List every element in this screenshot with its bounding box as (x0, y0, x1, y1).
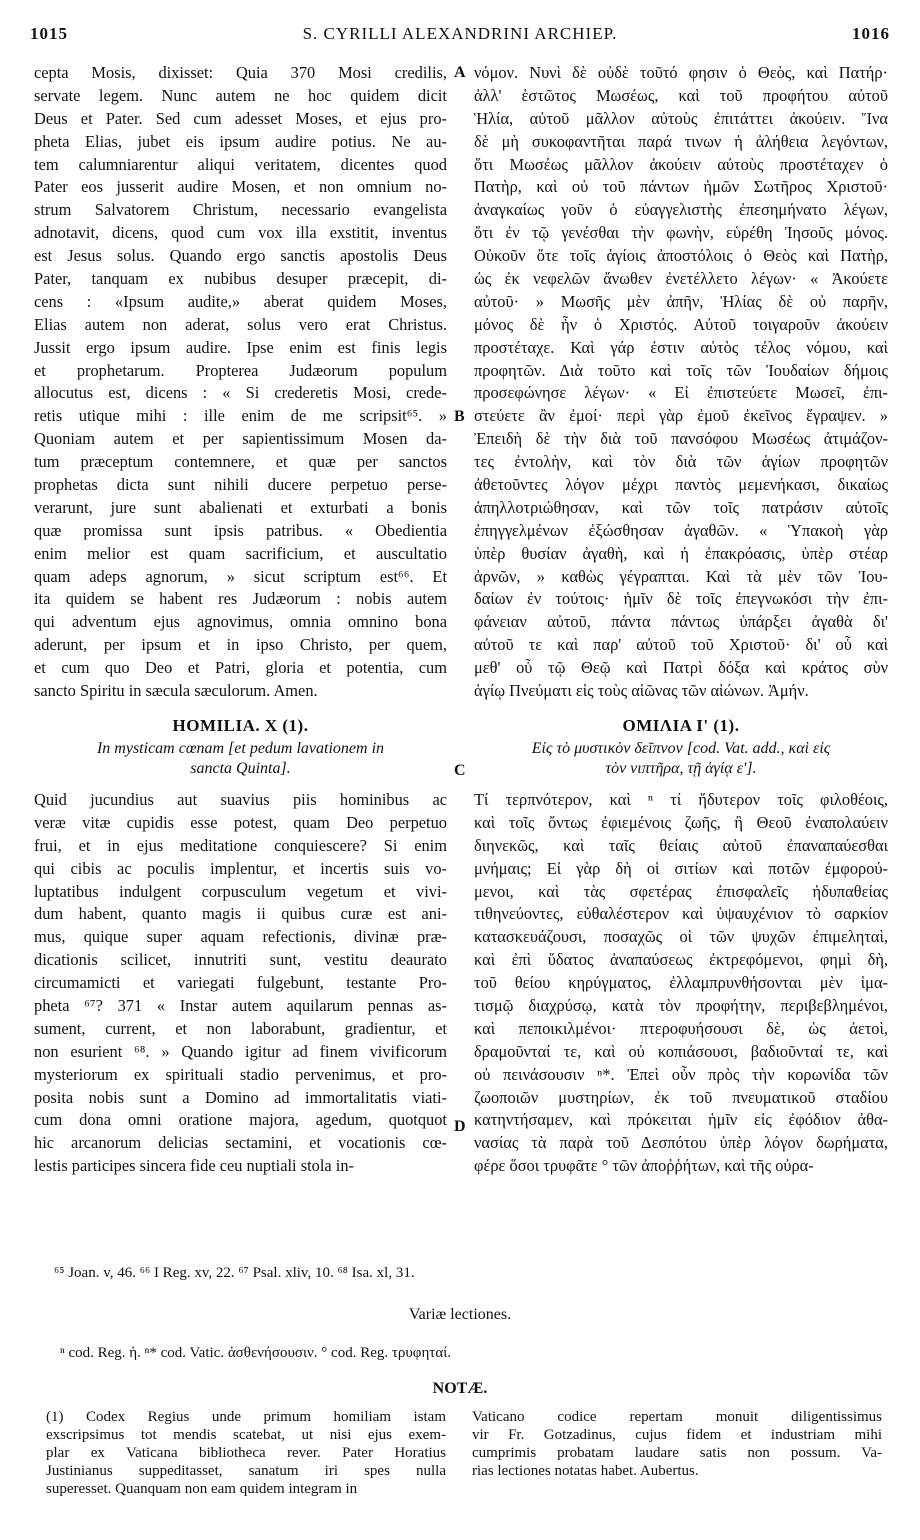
latin-text-line: dicationis scilicet, innutriti sunt, vestitu deaurato (34, 950, 447, 970)
latin-text-line: frui, et in ejus meditatione conquiescere? Si enim (34, 835, 447, 855)
greek-text-line: φέρε ὅσοι τρυφᾶτε ° τῶν ἀποῤῥήτων, καὶ τῆς οὐρα- (474, 1156, 814, 1176)
greek-text-block-2 (474, 789, 888, 1178)
greek-text-line: κατηντήσαμεν, καὶ πρόκειται ἡμῖν εἰς ἐφόδιον ἀθα- (474, 1110, 888, 1130)
latin-text-line: enim melior est quam sacrificium, et auscultatio (34, 543, 447, 563)
notae-line: Justinianus suppeditasset, sanatum iri spes nulla (46, 1463, 446, 1479)
margin-letter-c: C (454, 762, 466, 779)
greek-text-line: ὅτι ἐν τῷ γενέσθαι τὴν φωνὴν, εὑρέθη Ἰησοῦς μόνος. (474, 223, 888, 243)
latin-text-line: Jussit ergo ipsum audire. Ipse enim est finis legis (34, 337, 447, 357)
latin-text-line: qui adventum ejus agnovimus, omnia omnino bona (34, 612, 447, 632)
greek-text-line: καὶ τοῖς ὄντως ἐφιεμένοις ζωῆς, ἢ Θεοῦ ἐναπολαύειν (474, 812, 888, 832)
greek-column (474, 62, 888, 1178)
latin-text-line: retis utique mihi : ille enim de me scripsit⁶⁵. » (34, 406, 447, 426)
greek-text-line: μεθ' οὗ τῷ Θεῷ καὶ Πατρὶ δόξα καὶ κράτος σὺν (474, 658, 888, 678)
latin-text-line: strum Salvatorem Christum, necessario evangelista (34, 200, 447, 220)
latin-text-line: Quid jucundius aut suavius piis hominibus ac (34, 789, 447, 809)
greek-text-line: δραμοῦνταί τε, καὶ οὐ κοπιάσουσι, βαδιοῦνταί τε, καὶ (474, 1041, 888, 1061)
greek-text-line: προσεφώνησε λέγων· « Εἰ ἐπιστεύετε Μωσεῖ, ἐπι- (474, 383, 888, 403)
latin-text-block-1 (34, 62, 447, 703)
greek-text-line: μόνος δὲ ἦν ὁ Χριστός. Αὐτοῦ τοιγαροῦν ἀκούειν (474, 314, 888, 334)
latin-text-line: et cum quo Deo et Patri, gloria et potentia, cum (34, 658, 447, 678)
notae-line: Vaticano codice repertam monuit diligentissimus (472, 1409, 882, 1425)
greek-text-line: ὅτι Μωσέως μᾶλλον ἀκούειν αὐτοὺς προστέταχεν ὁ (474, 154, 888, 174)
latin-text-line: tum præceptum contemnere, et quæ per sanctos (34, 452, 447, 472)
notae-heading: NOTÆ. (432, 1380, 488, 1397)
notae-line: (1) Codex Regius unde primum homiliam istam (46, 1409, 446, 1425)
latin-text-line: verarunt, jure sunt abalienati et exturbati a bonis (34, 497, 447, 517)
greek-text-line: ἀναγκαίως γοῦν ὁ εὐαγγελιστὴς ἐπεσημήνατο λέγων, (474, 200, 888, 220)
greek-text-line: ὡς ἐκ νεφελῶν ἄνωθεν ἐνετέλλετο λέγων· « Ἀκούετε (474, 269, 888, 289)
greek-text-line: δὲ μὴ συκοφαντῆται παρά τινων ἡ ἀλήθεια λεγόντων, (474, 131, 888, 151)
greek-text-line: κατασκευάζουσι, ποσαχῶς οἱ τῶν ψυχῶν ἐπιμεληταὶ, (474, 927, 888, 947)
greek-text-line: τιθηνεύοντες, εὐθαλέστερον καὶ ὑψαυχένιον τὸ σαρκίον (474, 904, 888, 924)
greek-text-line: Ἐπειδὴ δὲ τὴν διὰ τοῦ πανσόφου Μωσέως ἀτιμάζον- (474, 429, 888, 449)
right-page-number: 1016 (852, 24, 890, 43)
greek-text-block-1 (474, 62, 888, 703)
margin-letter-b: B (454, 408, 465, 425)
greek-text-line: προφητῶν. Διὰ τοῦτο καὶ τοῖς τῶν Ἰουδαίων δήμοις (474, 360, 888, 380)
latin-homily-subtitle-2: sancta Quinta]. (190, 759, 291, 777)
latin-text-line: aderunt, per ipsum et in ipso Christo, per quem, (34, 635, 447, 655)
greek-text-line: νόμον. Νυνὶ δὲ οὐδὲ τοῦτό φησιν ὁ Θεὸς, καὶ Πατήρ· (474, 63, 888, 82)
greek-text-line: καὶ πεποικιλμένοι· πτεροφυήσουσι δὲ, ὡς ἀετοὶ, (474, 1018, 888, 1038)
latin-text-line: posita nobis sunt a Domino ad immortalitatis viati- (34, 1087, 447, 1107)
latin-text-line: sument, current, et non laborabunt, gradientur, et (34, 1018, 447, 1038)
latin-text-line: non esurient ⁶⁸. » Quando igitur ad finem vivificorum (34, 1041, 447, 1061)
greek-homily-subtitle-1: Εἰς τὸ μυστικὸν δεῖπνον [cod. Vat. add., καὶ εἰς (531, 739, 831, 757)
greek-text-line: προστέταχε. Καὶ γάρ ἐστιν αὐτὸς τέλος νόμου, καὶ (474, 337, 888, 357)
latin-text-line: quæ promissa sunt ipsis patribus. « Obedientia (34, 520, 447, 540)
notae-line: rias lectiones notatas habet. Aubertus. (472, 1463, 699, 1479)
greek-text-line: νασίας τὰ παρὰ τοῦ Δεσπότου ὑπὲρ λόγον δωρήματα, (474, 1133, 888, 1153)
greek-text-line: ἀρνῶν, » καθὼς γέγραπται. Καὶ τὰ μὲν τῶν Ἰου- (474, 566, 888, 586)
latin-text-line: quam adeps agnorum, » sicut scriptum est⁶⁶. Et (34, 566, 447, 586)
greek-text-line: ἀλλ' ἑστῶτος Μωσέως, καὶ τοῦ προφήτου αὐτοῦ (474, 85, 888, 105)
latin-text-line: mysteriorum ex spirituali stadio pervenimus, et pro- (34, 1064, 447, 1084)
notae-line: plar ex Vaticana bibliotheca rever. Pater Horatius (46, 1445, 446, 1461)
greek-text-line: Πατὴρ, καὶ οὐ τοῦ πάντων ἡμῶν Σωτῆρος Χριστοῦ· (474, 177, 888, 197)
margin-letter-d: D (454, 1118, 466, 1135)
latin-text-line: mus, quique super aquam refectionis, divinæ præ- (34, 927, 447, 947)
greek-text-line: τες ἐντολὴν, καὶ τὸν διὰ τῶν ἁγίων προφητῶν (474, 452, 888, 472)
latin-text-line: cens : «Ipsum audite,» aberat quidem Moses, (34, 291, 447, 311)
greek-text-line: Ἡλία, αὐτοῦ μᾶλλον αὐτοὺς ἐπιτάττει ἀκούειν. Ἵνα (474, 108, 888, 128)
greek-text-line: στεύετε ἂν ἐμοί· περὶ γὰρ ἐμοῦ ἐκεῖνος ἔγραψεν. » (474, 406, 888, 426)
greek-text-line: ἐπηγγελμένων ἐξώσθησαν ἀγαθῶν. « Ὑπακοὴ γὰρ (474, 520, 888, 540)
greek-text-line: ζωοποιῶν μυστηρίων, ἐκ τοῦ πνευματικοῦ σταδίου (474, 1087, 888, 1107)
greek-text-line: ὑπὲρ θυσίαν ἀγαθὴ, καὶ ἡ ἐπακρόασις, ὑπὲρ στέαρ (474, 543, 888, 563)
greek-text-line: αὐτοῦ τε καὶ παρ' αὐτοῦ τοῦ Χριστοῦ· δι' οὗ καὶ (474, 635, 888, 655)
latin-text-line: pheta Elias, jubet eis ipsum audire potius. Ne au- (34, 131, 447, 151)
latin-text-line: hic arcanorum delicias sectamini, et vocationis cœ- (34, 1133, 447, 1153)
greek-text-line: μενοι, καὶ τὰς σφετέρας ἐπισφαλεῖς ἡδυπαθείας (474, 881, 888, 901)
latin-homily-heading: HOMILIA. X (1). (172, 715, 309, 735)
latin-text-line: est Jesus solus. Quando ergo sanctis apostolis Deus (34, 246, 447, 266)
running-header (30, 24, 890, 46)
greek-text-line: τοῦ θείου κηρύγματος, ἐλλαμπρυνθήσονται μὲν ἱμα- (474, 973, 888, 993)
latin-text-line: qui cibis ac poculis implentur, et incertis suis vo- (34, 858, 447, 878)
latin-text-line: cepta Mosis, dixisset: Quia 370 Mosi credilis, (34, 63, 447, 82)
running-title: S. CYRILLI ALEXANDRINI ARCHIEP. (302, 24, 618, 43)
latin-text-line: Pater, tanquam ex nubibus desuper præcepit, di- (34, 269, 447, 289)
greek-text-line: φάνειαν αὐτοῦ, πάντα πάντως ὑπάρξει ἀγαθὰ δι' (474, 612, 888, 632)
latin-text-line: luptatibus indulgent corpusculum vegetum et vivi- (34, 881, 447, 901)
latin-text-line: circumamicti et variegati fulgebunt, testante Pro- (34, 973, 447, 993)
greek-homily-subtitle-2: τὸν νιπτῆρα, τῇ ἁγίᾳ ε']. (605, 759, 757, 777)
latin-text-line: tem calumniarentur aliqui veritatem, dicentes quod (34, 154, 447, 174)
greek-text-line: Οὐκοῦν ὅτε τοῖς ἁγίοις ἀποστόλοις ὁ Θεὸς καὶ Πατὴρ, (474, 246, 888, 266)
latin-text-line: lestis participes sincera fide ceu nuptiali stola in- (34, 1156, 354, 1176)
latin-column (34, 62, 447, 1178)
notae-line: exscripsimus tot mendis scatebat, ut nisi ejus exem- (46, 1427, 446, 1443)
latin-text-line: Deus et Pater. Sed cum adesset Moses, et ejus pro- (34, 108, 447, 128)
latin-text-line: Pater eos jusserit audire Mosen, et non omnium no- (34, 177, 447, 197)
greek-text-line: τισμῷ διαχρύσῳ, κατὰ τὸν προφήτην, περιβεβλημένοι, (474, 995, 888, 1015)
greek-text-line: μνήμαις; Εἰ γὰρ δὴ οἱ σιτίων καὶ ποτῶν ἐμφορού- (474, 858, 888, 878)
greek-text-line: ἀπηλλοτριώθησαν, καὶ τῶν τοῖς πατράσιν αὐτοῖς (474, 497, 888, 517)
latin-text-line: sancto Spiritu in sæcula sæculorum. Amen. (34, 681, 318, 701)
latin-text-line: prophetas dicta sunt nihili ducere perpetuo perse- (34, 475, 447, 495)
notae-left-column (46, 1408, 446, 1498)
greek-text-line: καὶ ἐπὶ ὕδατος ἀναπαύσεως ἐκτρεφόμενοι, φημὶ δὴ, (474, 950, 888, 970)
notae-line: cumprimis probatam laudare satis non possum. Va- (472, 1445, 882, 1461)
latin-text-line: veræ vitæ cupidis esse potest, quam Deo perpetuo (34, 812, 447, 832)
greek-text-line: ἁγίῳ Πνεύματι εἰς τοὺς αἰῶνας τῶν αἰώνων. Ἀμήν. (474, 681, 809, 701)
greek-text-line: ἀθετοῦντες λόγον μέχρι παντὸς μεμενήκασι, δικαίως (474, 475, 888, 495)
latin-homily-subtitle-1: In mysticam cœnam [et pedum lavationem in (96, 739, 385, 757)
latin-text-line: pheta ⁶⁷? 371 « Instar autem aquilarum pennas as- (34, 995, 447, 1015)
latin-text-line: Elias autem non aderat, solus vero erat Christus. (34, 314, 447, 334)
latin-text-line: allocutus est, dicens : « Si crederetis Mosi, crede- (34, 383, 447, 403)
greek-text-line: Τί τερπνότερον, καὶ ⁿ τί ἥδυτερον τοῖς φιλοθέοις, (474, 789, 888, 809)
notae-line: superesset. Quanquam non eam quidem integram in (46, 1481, 358, 1497)
greek-text-line: αὐτοῦ· » Μωσῆς μὲν ἀπῆν, Ἠλίας δὲ οὐ παρῆν, (474, 291, 888, 311)
variae-lectiones-text: ⁿ cod. Reg. ἡ. ⁿ* cod. Vatic. ἀσθενήσουσιν. ° cod. Reg. τρυφηταί. (60, 1345, 451, 1361)
latin-text-block-2 (34, 789, 447, 1178)
notae-line: vir Fr. Gotzadinus, cujus fidem et industriam mihi (472, 1427, 882, 1443)
margin-letter-a: A (454, 64, 466, 81)
greek-text-line: δαίων ἐν τούτοις· ἡμῖν δὲ τοῖς ἐπεγνωκόσι τὴν ἐπι- (474, 589, 888, 609)
greek-text-line: διηνεκῶς, καὶ ταῖς θείαις αὐτοῦ ἐπαναπαύεσθαι (474, 835, 888, 855)
footnotes: ⁶⁵ Joan. v, 46. ⁶⁶ I Reg. xv, 22. ⁶⁷ Psal. xliv, 10. ⁶⁸ Isa. xl, 31. (54, 1265, 415, 1281)
latin-text-line: cum dona omni oratione majora, agedum, quotquot (34, 1110, 447, 1130)
latin-text-line: adnotavit, dicens, quod cum vox illa exstitit, inventus (34, 223, 447, 243)
latin-text-line: dum habent, quanto magis ii quibus curæ est ani- (34, 904, 447, 924)
left-page-number: 1015 (30, 24, 68, 43)
greek-homily-heading: ΟΜΙΛΙΑ Ι' (1). (622, 715, 740, 735)
latin-text-line: et prophetarum. Propterea Judæorum populum (34, 360, 447, 380)
latin-text-line: Quoniam autem et per sapientissimum Mosen da- (34, 429, 447, 449)
greek-text-line: οὐ πεινάσουσιν ⁿ*. Ἐπεὶ οὖν πρὸς τὴν κορωνίδα τῶν (474, 1064, 888, 1084)
latin-text-line: ita quidem se habent res Judæorum : nobis autem (34, 589, 447, 609)
notae-right-column (472, 1408, 882, 1480)
latin-text-line: servate legem. Nunc autem ne hoc quidem dicit (34, 85, 447, 105)
variae-lectiones-heading: Variæ lectiones. (408, 1306, 512, 1323)
